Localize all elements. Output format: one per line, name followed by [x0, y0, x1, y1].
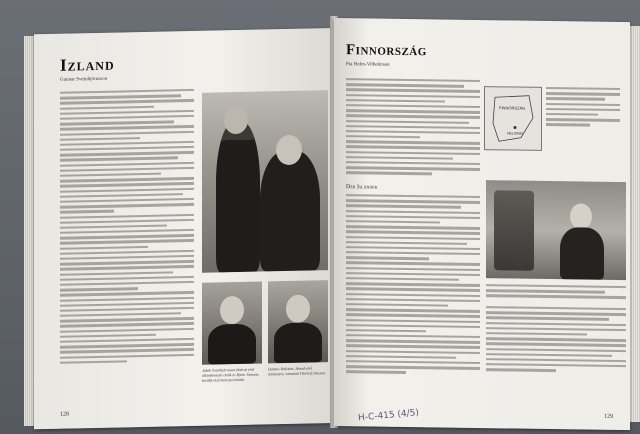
right-page	[334, 18, 630, 430]
right-page-text-column-lower	[346, 194, 480, 377]
map-caption	[546, 87, 620, 130]
map-city-label: HELSINKI	[507, 131, 523, 136]
historical-group-photo	[202, 90, 328, 273]
portrait-photo-left	[202, 282, 262, 365]
right-page-text-column-right	[486, 306, 626, 375]
historical-portrait-photo	[486, 180, 626, 280]
left-page-number: 128	[60, 411, 69, 418]
map-country-label: FINNORSZÁG	[499, 105, 526, 111]
handwritten-note: H-C-415 (4/5)	[357, 408, 420, 424]
right-page-title: Finnország	[346, 42, 427, 60]
finland-map	[484, 86, 542, 151]
portrait-photo-right	[268, 280, 328, 363]
caption-left: Jakob Sveinbjörnsson (balra) első államhivatali elnök és Björn Jónsson, később első miniszterelnöke.	[202, 367, 260, 383]
open-book	[14, 6, 638, 426]
right-page-author: Pia Holm-Vilhelmsen	[346, 62, 390, 68]
left-page-title: Izland	[60, 54, 115, 75]
left-page-author: Gunnar Sveinbjörnsson	[60, 76, 108, 83]
right-page-text-column	[346, 78, 480, 178]
section-heading: Der Isländer	[346, 184, 378, 191]
left-page	[34, 28, 334, 429]
photo-caption	[486, 284, 626, 302]
caption-right: Hannes Hafstein, Izland első minisztere, valamint Thorleif Jónsson.	[268, 366, 326, 377]
left-page-text-column	[60, 89, 194, 367]
map-outline	[485, 87, 541, 150]
right-page-number: 129	[604, 413, 613, 420]
